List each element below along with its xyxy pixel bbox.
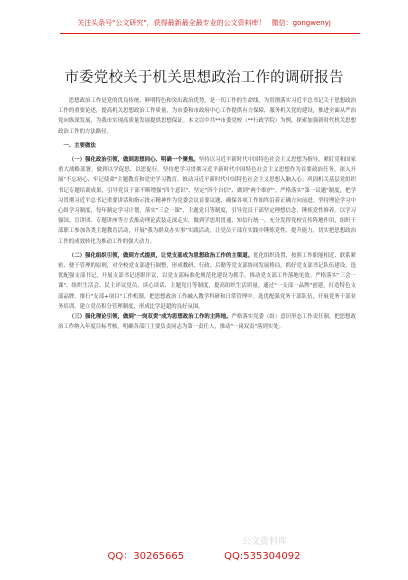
footer-qq-2: QQ:535304092: [224, 551, 301, 562]
footer-contact: [0, 547, 408, 562]
subsection-2-text: 优化组织设置，按照工作职能相近、联系紧密、便于管理的原则，对全校党支部进行调整，形成教研、行政、后勤等党支部协同发展格局。抓好党支部书记队伍建设，选优配强支部书记，开展支部书记述职评议，以党支部标准化规范化建设为抓手，推动党支部工作落地见效。严格落实"三会一课"、组织生活会、民主评议党员、谈心谈话、主题党日等制度，提高组织生活质量。通过"一支部一品牌"创建，打造特色支部品牌。推行"支部+项目"工作机制，把思想政治工作融入教学科研和日常管理中。选优配强党务干部队伍，开展党务干部业务培训，建立党员积分管理制度，形成比学赶超的良好氛围。: [58, 252, 356, 310]
promo-text: 关注头条号"公文研究"，获得最新最全最专业的公文资料库！: [77, 19, 266, 27]
subsection-3-title: （三）强化理论引领，做到"一岗双责"成为思想政治工作的主阵地。: [68, 314, 232, 321]
subsection-2-title: （二）强化组织引领，做到方式提质，让党支部成为思想政治工作的主渠道。: [68, 252, 254, 259]
subsection-3: [58, 312, 356, 332]
section-heading: 一、主要做法: [63, 142, 96, 149]
wechat-text: 微信：gongwenyj: [271, 19, 331, 27]
subsection-1-title: （一）强化政治引领，做到思想同心、明确一个聚焦。: [68, 157, 199, 164]
document-body: [58, 96, 356, 332]
watermark: 公文资料库: [242, 537, 288, 547]
banner-divider: [60, 33, 360, 34]
subsection-1-text: 坚持以习近平新时代中国特色社会主义思想为指导，紧盯党和国家重大战略部署，做到以学促思、以思促行。坚持把学习贯彻习近平新时代中国特色社会主义思想作为首要政治任务，深入开展"不忘初心、牢记使命"主题教育和党史学习教育，推动习近平新时代中国特色社会主义思想入脑入心；巩固机关基层党组织书记专题培训成果，引导党员干部不断增强"四个意识"、坚定"四个自信"、做到"两个维护"。严格落实"第一议题"制度，把学习贯彻习近平总书记重要讲话和指示批示精神作为党委会议首要议题，确保各项工作始终沿着正确方向前进。坚持理论学习中心组学习制度，每年制定学习计划，落实"三会一课"、主题党日等制度，引导党员干部坚定理想信念、锤炼党性修养。以学习强国、宣讲团、专题讲座等方式推动理论武装走深走实，做到学思用贯通、知信行统一。充分发挥党校宣传阵地作用，组织干部职工参加各类主题教育活动，开展"我为群众办实事"实践活动，让党员干部在实践中锤炼党性、提升能力，切实把思想政治工作的成效转化为推动工作的强大动力。: [58, 157, 356, 245]
footer-qq: QQ：30265665: [107, 551, 185, 562]
top-banner: [0, 18, 408, 28]
intro-paragraph: 思想政治工作是党的优良传统、鲜明特色和突出政治优势，是一切工作的生命线。为贯彻落实习近平总书记关于思想政治工作的重要论述，提高机关思想政治工作质量，为市委和市政府中心工作提供有力保障，服务机关党的建设，推进全面从严治党向纵深发展，为我市实现高质量发展提供思想保证。本文以中共**市委党校（**行政学院）为例，探索加强新时代机关思想政治工作的方法路径。: [58, 98, 356, 135]
subsection-2: [58, 251, 356, 312]
subsection-1: [58, 155, 356, 247]
page-title: 市委党校关于机关思想政治工作的调研报告: [64, 70, 344, 86]
subsection-3-text: 严格落实党委（组）意识形态工作责任制，把思想政治工作纳入年度目标考核，明确各部门主要负责同志为第一责任人，推动"一岗双责"落到实处。: [58, 314, 356, 331]
